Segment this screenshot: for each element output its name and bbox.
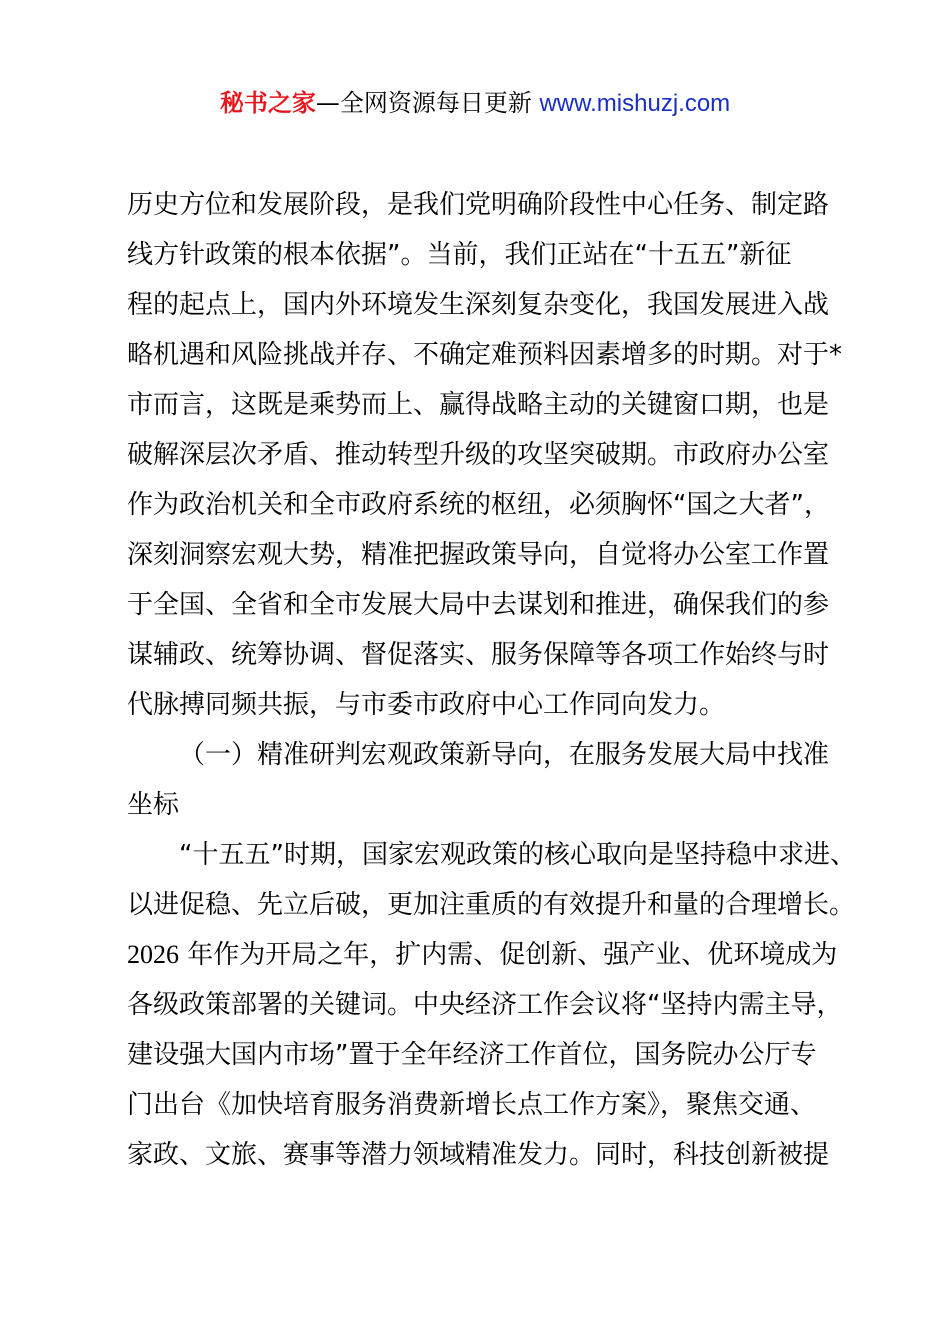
section-heading-continued: 坐标 [127,790,180,820]
brand-name: 秘书之家 [219,89,316,117]
text-line-with-year [127,930,847,980]
text-line: 历史方位和发展阶段，是我们党明确阶段性中心任务、制定路 [127,190,830,220]
text-line: 深刻洞察宏观大势，精准把握政策导向，自觉将办公室工作置 [127,540,830,570]
text-line: 市而言，这既是乘势而上、赢得战略主动的关键窗口期，也是 [127,390,830,420]
text-line: 代脉搏同频共振，与市委市政府中心工作同向发力。 [127,690,726,720]
text-line: 谋辅政、统筹协调、督促落实、服务保障等各项工作始终与时 [127,640,830,670]
text-line: 略机遇和风险挑战并存、不确定难预料因素增多的时期。对于* [127,340,843,370]
text-line: 破解深层次矛盾、推动转型升级的攻坚突破期。市政府办公室 [127,440,830,470]
text-line: 作为政治机关和全市政府系统的枢纽，必须胸怀“国之大者”， [127,490,830,520]
text-line: 各级政策部署的关键词。中央经济工作会议将“坚持内需主导， [127,990,843,1020]
text-line: 线方针政策的根本依据”。当前，我们正站在“十五五”新征 [127,240,792,270]
year-number: 2026 [127,940,179,969]
text-line: 于全国、全省和全市发展大局中去谋划和推进，确保我们的参 [127,590,830,620]
header-slogan: —全网资源每日更新 [315,89,540,117]
text-line-rest: 年作为开局之年，扩内需、促创新、强产业、优环境成为 [187,940,838,970]
text-line: “十五五”时期，国家宏观政策的核心取向是坚持稳中求进、 [179,840,856,870]
text-line: 门出台《加快培育服务消费新增长点工作方案》，聚焦交通、 [127,1090,817,1120]
text-line: 程的起点上，国内外环境发生深刻复杂变化，我国发展进入战 [127,290,830,320]
section-heading: （一）精准研判宏观政策新导向，在服务发展大局中找准 [179,740,830,770]
text-line: 以进促稳、先立后破，更加注重质的有效提升和量的合理增长。 [127,890,856,920]
text-line: 建设强大国内市场”置于全年经济工作首位，国务院办公厅专 [127,1040,817,1070]
watermark-header [0,86,950,121]
text-line: 家政、文旅、赛事等潜力领域精准发力。同时，科技创新被提 [127,1140,830,1170]
website-link[interactable]: www.mishuzj.com [539,90,731,117]
document-body [127,180,856,1180]
